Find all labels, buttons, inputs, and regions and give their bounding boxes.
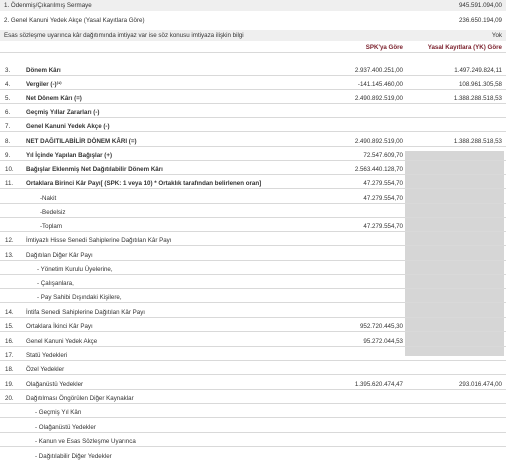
spk-value: 47.279.554,70 xyxy=(363,223,403,230)
row-label: - Dağıtılabilir Diğer Yedekler xyxy=(35,453,112,460)
table-row xyxy=(0,278,506,289)
table-row xyxy=(0,336,506,347)
spk-value: -141.145.460,00 xyxy=(357,81,403,88)
table-row xyxy=(0,250,506,261)
row-label: Genel Kanuni Yedek Akçe xyxy=(26,338,98,345)
spk-value: 47.279.554,70 xyxy=(363,195,403,202)
table-row xyxy=(0,350,506,361)
spk-value: 2.937.400.251,00 xyxy=(354,67,403,74)
row-number: 7. xyxy=(5,123,11,130)
row-number: 5. xyxy=(5,95,11,102)
table-row xyxy=(0,93,506,104)
column-header-row xyxy=(0,42,506,53)
row-number: 12. xyxy=(5,237,14,244)
table-row xyxy=(0,436,506,447)
column-header-spk: SPK'ya Göre xyxy=(365,44,403,51)
table-row xyxy=(0,307,506,318)
row-label: -Bedelsiz xyxy=(40,209,66,216)
spk-value: 952.720.445,30 xyxy=(359,323,403,330)
table-row xyxy=(0,136,506,147)
row-number: 3. xyxy=(5,67,11,74)
row-label: 1. Ödenmiş/Çıkarılmış Sermaye xyxy=(4,2,92,9)
row-label: - Çalışanlara, xyxy=(37,280,74,287)
row-number: 16. xyxy=(5,338,14,345)
row-number: 8. xyxy=(5,138,11,145)
table-row xyxy=(0,0,506,11)
table-row xyxy=(0,65,506,76)
row-label: Dağıtılan Diğer Kâr Payı xyxy=(26,252,93,259)
row-label: Dönem Kârı xyxy=(26,67,61,74)
table-row xyxy=(0,107,506,118)
table-row xyxy=(0,393,506,404)
row-label: -Nakit xyxy=(40,195,57,202)
table-row xyxy=(0,121,506,132)
table-row xyxy=(0,451,506,462)
table-row xyxy=(0,15,506,26)
table-row xyxy=(0,150,506,161)
table-row xyxy=(0,292,506,303)
yk-value: 1.388.288.518,53 xyxy=(453,95,502,102)
table-row xyxy=(0,207,506,218)
table-row xyxy=(0,30,506,41)
row-number: 10. xyxy=(5,166,14,173)
table-row xyxy=(0,221,506,232)
row-number: 18. xyxy=(5,366,14,373)
spk-value: 2.490.892.519,00 xyxy=(354,95,403,102)
spk-value: 2.490.892.519,00 xyxy=(354,138,403,145)
row-label: Statü Yedekleri xyxy=(26,352,68,359)
yk-value: 108.961.305,58 xyxy=(458,81,502,88)
row-label: Olağanüstü Yedekler xyxy=(26,381,84,388)
row-label: Ortaklara Birinci Kâr Payı[ (SPK: 1 veya 10) * Ortaklık tarafından belirlenen oran] xyxy=(26,180,262,187)
table-row xyxy=(0,264,506,275)
row-label: - Kanun ve Esas Sözleşme Uyarınca xyxy=(35,438,136,445)
row-label: - Yönetim Kurulu Üyelerine, xyxy=(37,266,113,273)
row-label: - Olağanüstü Yedekler xyxy=(35,424,96,431)
spk-value: 72.547.609,70 xyxy=(363,152,403,159)
row-number: 11. xyxy=(5,180,14,187)
table-row xyxy=(0,178,506,189)
row-number: 6. xyxy=(5,109,11,116)
table-row xyxy=(0,193,506,204)
table-row xyxy=(0,422,506,433)
row-number: 19. xyxy=(5,381,14,388)
table-row xyxy=(0,321,506,332)
column-header-yasal: Yasal Kayıtlara (YK) Göre xyxy=(427,44,502,51)
row-label: Bağışlar Eklenmiş Net Dağıtılabilir Dönem Kârı xyxy=(26,166,163,173)
row-label: Net Dönem Kârı (=) xyxy=(26,95,82,102)
row-number: 20. xyxy=(5,395,14,402)
row-label: İmtiyazlı Hisse Senedi Sahiplerine Dağıtılan Kâr Payı xyxy=(26,237,172,244)
row-label: Yıl İçinde Yapılan Bağışlar (+) xyxy=(26,152,113,159)
spk-value: 95.272.044,53 xyxy=(363,338,403,345)
yk-value: 1.388.288.518,53 xyxy=(453,138,502,145)
row-number: 15. xyxy=(5,323,14,330)
row-label: - Geçmiş Yıl Kârı xyxy=(35,409,82,416)
row-label: Ortaklara İkinci Kâr Payı xyxy=(26,323,93,330)
row-number: 4. xyxy=(5,81,11,88)
row-number: 13. xyxy=(5,252,14,259)
row-label: 2. Genel Kanuni Yedek Akçe (Yasal Kayıtlara Göre) xyxy=(4,17,145,24)
table-row xyxy=(0,407,506,418)
row-label: -Toplam xyxy=(40,223,63,230)
table-row xyxy=(0,235,506,246)
spk-value: 2.563.440.128,70 xyxy=(354,166,403,173)
spk-value: 1.395.620.474,47 xyxy=(354,381,403,388)
row-label: Geçmiş Yıllar Zararları (-) xyxy=(26,109,100,116)
yk-value: 293.016.474,00 xyxy=(458,381,502,388)
row-value: 945.591.094,00 xyxy=(458,2,502,9)
row-label: - Pay Sahibi Dışındaki Kişilere, xyxy=(37,294,122,301)
row-label: Genel Kanuni Yedek Akçe (-) xyxy=(26,123,110,130)
table-row xyxy=(0,79,506,90)
row-number: 9. xyxy=(5,152,11,159)
yk-value: 1.497.249.824,11 xyxy=(454,67,502,74)
row-value: Yok xyxy=(491,32,502,39)
row-number: 17. xyxy=(5,352,14,359)
row-number: 14. xyxy=(5,309,14,316)
row-label: İntifa Senedi Sahiplerine Dağıtılan Kâr Payı xyxy=(26,309,146,316)
row-label: Vergiler (-)⁽¹⁾ xyxy=(26,81,62,88)
row-value: 236.650.194,09 xyxy=(458,17,502,24)
table-row xyxy=(0,364,506,375)
row-label: Özel Yedekler xyxy=(26,366,65,373)
table-row xyxy=(0,164,506,175)
row-label: Dağıtılması Öngörülen Diğer Kaynaklar xyxy=(26,395,134,402)
row-label: NET DAĞITILABİLİR DÖNEM KÂRI (=) xyxy=(26,138,137,145)
table-row xyxy=(0,379,506,390)
row-label: Esas sözleşme uyarınca kâr dağıtımında imtiyaz var ise söz konusu imtiyaza ilişkin bilgi xyxy=(4,32,244,39)
spk-value: 47.279.554,70 xyxy=(363,180,403,187)
